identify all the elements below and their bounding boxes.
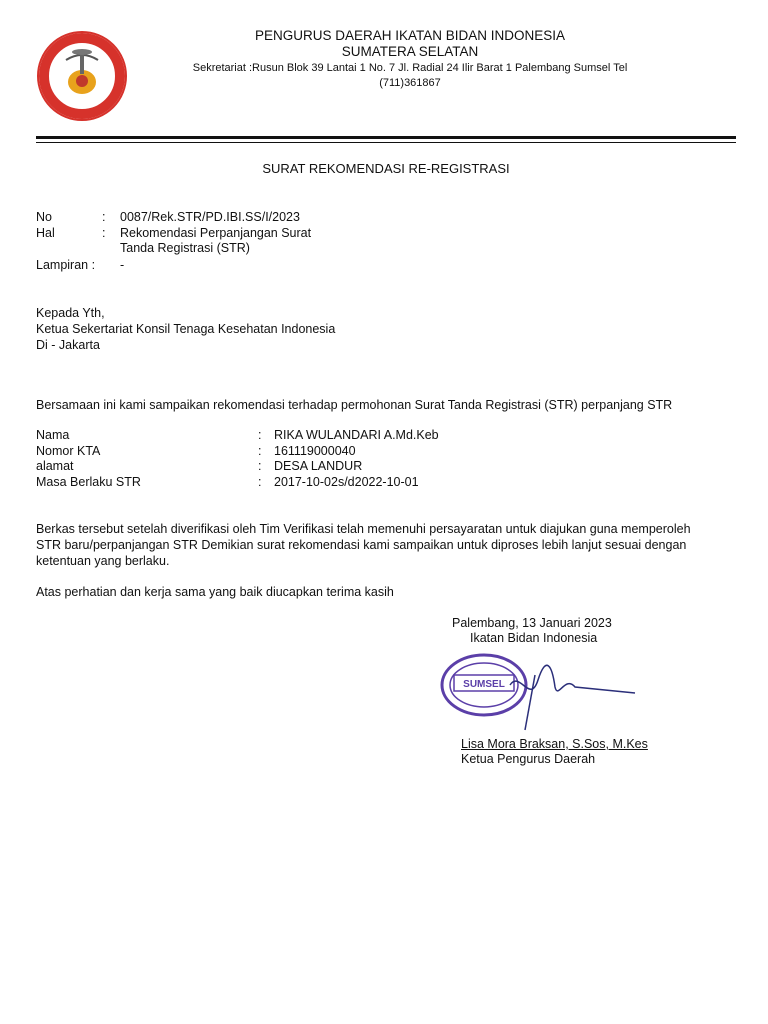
- intro-paragraph: Bersamaan ini kami sampaikan rekomendasi terhadap permohonan Surat Tanda Registrasi (STR) perpanjang STR: [36, 398, 673, 412]
- detail-row: [36, 444, 736, 460]
- detail-colon: :: [258, 444, 262, 458]
- recipient-title: Ketua Sekertariat Konsil Tenaga Kesehatan Indonesia: [36, 322, 336, 336]
- organization-logo: [36, 30, 128, 122]
- meta-no-colon: :: [102, 210, 106, 224]
- meta-hal-value-line2: Tanda Registrasi (STR): [120, 241, 250, 255]
- meta-hal-row: [36, 226, 736, 258]
- detail-label: Nomor KTA: [36, 444, 101, 458]
- meta-no-row: [36, 210, 736, 226]
- meta-lampiran-label: Lampiran :: [36, 258, 96, 272]
- meta-hal-label: Hal: [36, 226, 55, 240]
- letter-subject: SURAT REKOMENDASI RE-REGISTRASI: [262, 161, 510, 176]
- body-line: Berkas tersebut setelah diverifikasi oleh Tim Verifikasi telah memenuhi persayaratan untuk diajukan guna memperoleh: [36, 522, 691, 536]
- header-address: [150, 61, 670, 91]
- signatory-name: Lisa Mora Braksan, S.Sos, M.Kes: [461, 737, 648, 751]
- signature-place-date: Palembang, 13 Januari 2023: [452, 616, 612, 630]
- meta-hal-colon: :: [102, 226, 106, 240]
- detail-label: alamat: [36, 459, 74, 473]
- stamp-text: SUMSEL: [463, 679, 505, 690]
- header-address-line1: Sekretariat :Rusun Blok 39 Lantai 1 No. 7 Jl. Radial 24 Ilir Barat 1 Palembang Sumsel Tel: [192, 62, 628, 74]
- meta-hal-value-line1: Rekomendasi Perpanjangan Surat: [120, 226, 312, 240]
- signatory-position: Ketua Pengurus Daerah: [461, 752, 596, 766]
- header-divider-thick: [36, 136, 736, 139]
- meta-lampiran-row: [36, 258, 736, 274]
- detail-row: [36, 475, 736, 491]
- header-address-line2: (711)361867: [379, 77, 441, 89]
- detail-colon: :: [258, 475, 262, 489]
- detail-label: Masa Berlaku STR: [36, 475, 141, 489]
- detail-row: [36, 459, 736, 475]
- recipient-greeting: Kepada Yth,: [36, 306, 105, 320]
- body-line: STR baru/perpanjangan STR Demikian surat rekomendasi kami sampaikan untuk diproses lebih lanjut sesuai dengan: [36, 538, 687, 552]
- header-region: SUMATERA SELATAN: [341, 44, 479, 59]
- closing-line: Atas perhatian dan kerja sama yang baik diucapkan terima kasih: [36, 585, 394, 599]
- meta-no-label: No: [36, 210, 52, 224]
- official-stamp-with-signature: [440, 645, 640, 735]
- detail-value: RIKA WULANDARI A.Md.Keb: [274, 428, 439, 442]
- detail-label: Nama: [36, 428, 70, 442]
- detail-row: [36, 428, 736, 444]
- detail-colon: :: [258, 459, 262, 473]
- header-org-name: PENGURUS DAERAH IKATAN BIDAN INDONESIA: [254, 28, 566, 43]
- meta-lampiran-value: -: [120, 258, 125, 272]
- detail-colon: :: [258, 428, 262, 442]
- body-line: ketentuan yang berlaku.: [36, 554, 170, 568]
- detail-value: 161119000040: [274, 444, 356, 458]
- recipient-block: [36, 305, 716, 353]
- signature-org: Ikatan Bidan Indonesia: [470, 631, 598, 645]
- meta-no-value: 0087/Rek.STR/PD.IBI.SS/I/2023: [120, 210, 300, 224]
- recipient-location: Di - Jakarta: [36, 338, 100, 352]
- body-paragraph: [36, 521, 716, 569]
- header-divider-thin: [36, 142, 736, 143]
- detail-value: 2017-10-02s/d2022-10-01: [274, 475, 419, 489]
- detail-value: DESA LANDUR: [274, 459, 363, 473]
